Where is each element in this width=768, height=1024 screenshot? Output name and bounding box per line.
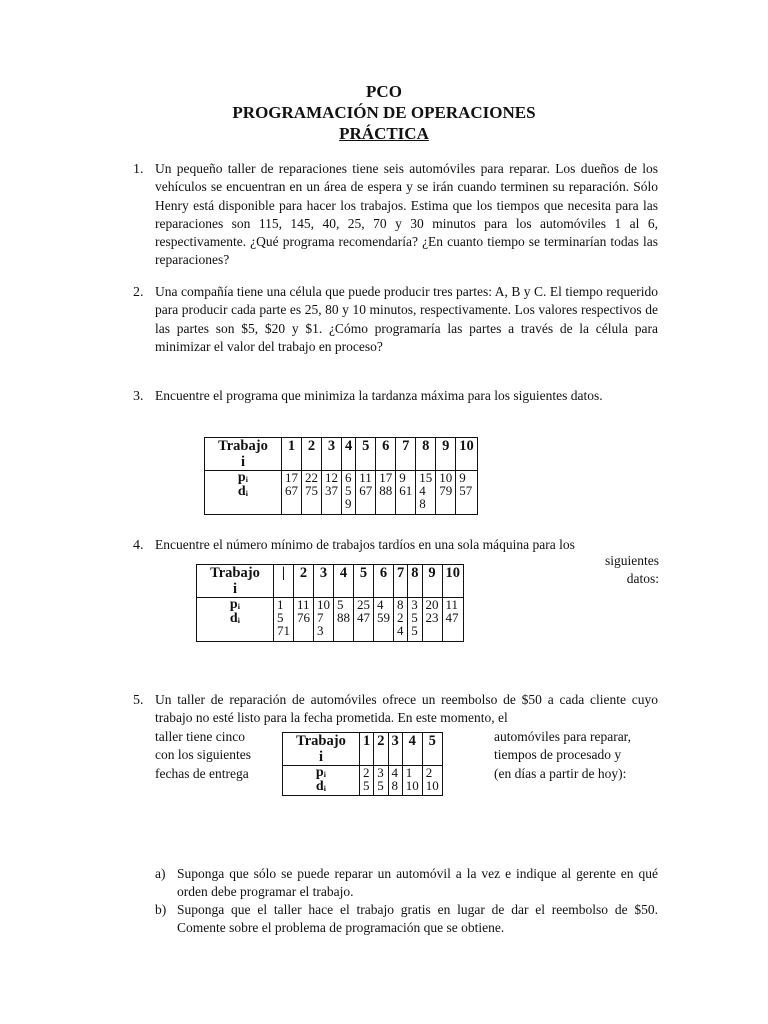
table-cell: 22 75: [302, 471, 322, 515]
table-col-header: 6: [374, 565, 394, 598]
table-col-header: 3: [314, 565, 334, 598]
table-col-header: 3: [388, 733, 402, 766]
table-row-label: pᵢ dᵢ: [283, 766, 360, 796]
table-col-header: 5: [356, 438, 376, 471]
subitem-b: [155, 901, 658, 938]
table-col-header: 2: [294, 565, 314, 598]
table-row-label: pᵢ dᵢ: [197, 598, 274, 642]
doc-code: PCO: [366, 82, 402, 101]
table-col-header: 9: [436, 438, 456, 471]
table-row-label: pᵢ dᵢ: [205, 471, 282, 515]
problem-5-text-left: taller tiene cinco con los siguientes fechas de entrega: [155, 729, 251, 781]
table-cell: 17 88: [376, 471, 396, 515]
table-cell: 4 8: [388, 766, 402, 796]
table-cell: 2 10: [422, 766, 442, 796]
table-col-header: 8: [416, 438, 436, 471]
table-header-job: Trabajo i: [205, 438, 282, 471]
table-cell: 11 76: [294, 598, 314, 642]
table-header-job: Trabajo i: [197, 565, 274, 598]
doc-subtitle: PRÁCTICA: [339, 124, 429, 143]
table-col-header: |: [274, 565, 294, 598]
problem-5-text-right: automóviles para reparar, tiempos de procesado y (en días a partir de hoy):: [494, 729, 632, 781]
table-col-header: 10: [456, 438, 478, 471]
table-col-header: 4: [402, 733, 422, 766]
table-col-header: 3: [322, 438, 342, 471]
table-cell: 1 5 71: [274, 598, 294, 642]
table-col-header: 7: [394, 565, 408, 598]
problem-number: 5.: [133, 693, 144, 708]
problem-number: 4.: [133, 538, 144, 553]
problem-number: 1.: [133, 162, 144, 177]
table-cell: 1 10: [402, 766, 422, 796]
table-cell: 10 79: [436, 471, 456, 515]
problem-3-text: Encuentre el programa que minimiza la tardanza máxima para los siguientes datos.: [155, 388, 603, 403]
table-col-header: 8: [408, 565, 422, 598]
table-col-header: 1: [360, 733, 374, 766]
table-col-header: 7: [396, 438, 416, 471]
table-cell: 11 67: [356, 471, 376, 515]
table-cell: 10 7 3: [314, 598, 334, 642]
table-col-header: 1: [282, 438, 302, 471]
table-col-header: 4: [342, 438, 356, 471]
table-col-header: 6: [376, 438, 396, 471]
data-table-3: [204, 437, 478, 515]
problem-2-text: Una compañía tiene una célula que puede producir tres partes: A, B y C. El tiempo requerido para producir cada parte es 25, 80 y 10 minutos, respectivamente. Los valores respectivos de las partes son $5, $20 y $1. ¿Cómo programaría las partes a través de la célula para minimizar el valor del trabajo en proceso?: [155, 284, 658, 354]
table-cell: 3 5: [374, 766, 388, 796]
subitem-text: Suponga que sólo se puede reparar un automóvil a la vez e indique al gerente en qué orden debe programar el trabajo.: [177, 866, 658, 900]
table-col-header: 2: [374, 733, 388, 766]
table-col-header: 5: [422, 733, 442, 766]
problem-number: 2.: [133, 285, 144, 300]
problem-4-text: Encuentre el número mínimo de trabajos tardíos en una sola máquina para los: [155, 537, 575, 552]
subitem-text: Suponga que el taller hace el trabajo gratis en lugar de dar el reembolso de $50. Comente sobre el problema de programación que se obtiene.: [177, 902, 658, 936]
table-cell: 9 61: [396, 471, 416, 515]
table-cell: 3 5 5: [408, 598, 422, 642]
table-cell: 9 57: [456, 471, 478, 515]
table-cell: 2 5: [360, 766, 374, 796]
table-col-header: 5: [354, 565, 374, 598]
subitem-letter: b): [155, 902, 167, 917]
problem-1-text: Un pequeño taller de reparaciones tiene seis automóviles para reparar. Los dueños de los vehículos se encuentran en un área de espera y se irán cuando terminen su reparación. Sólo Henry está disponible para hacer los trabajos. Estima que los tiempos que necesita para las reparaciones son 115, 145, 40, 25, 70 y 30 minutos para los automóviles 1 al 6, respectivamente. ¿Qué programa recomendaría? ¿En cuanto tiempo se terminarían todas las reparaciones?: [155, 161, 658, 268]
subitem-letter: a): [155, 866, 166, 881]
table-cell: 15 4 8: [416, 471, 436, 515]
table-cell: 17 67: [282, 471, 302, 515]
table-cell: 20 23: [422, 598, 442, 642]
table-header-job: Trabajo i: [283, 733, 360, 766]
table-cell: 12 37: [322, 471, 342, 515]
table-cell: 6 5 9: [342, 471, 356, 515]
problem-5-text: Un taller de reparación de automóviles ofrece un reembolso de $50 a cada cliente cuyo trabajo no esté listo para la fecha prometida. En este momento, el: [155, 692, 658, 726]
table-col-header: 2: [302, 438, 322, 471]
data-table-4: [196, 564, 464, 642]
table-cell: 11 47: [442, 598, 464, 642]
table-cell: 4 59: [374, 598, 394, 642]
table-cell: 5 88: [334, 598, 354, 642]
problem-number: 3.: [133, 389, 144, 404]
doc-title: PROGRAMACIÓN DE OPERACIONES: [232, 103, 536, 122]
table-col-header: 9: [422, 565, 442, 598]
subitem-a: [155, 865, 658, 902]
table-cell: 25 47: [354, 598, 374, 642]
table-cell: 8 2 4: [394, 598, 408, 642]
data-table-5: [282, 732, 443, 796]
table-col-header: 4: [334, 565, 354, 598]
table-col-header: 10: [442, 565, 464, 598]
problem-4-text-continued: siguientes datos:: [605, 553, 659, 587]
